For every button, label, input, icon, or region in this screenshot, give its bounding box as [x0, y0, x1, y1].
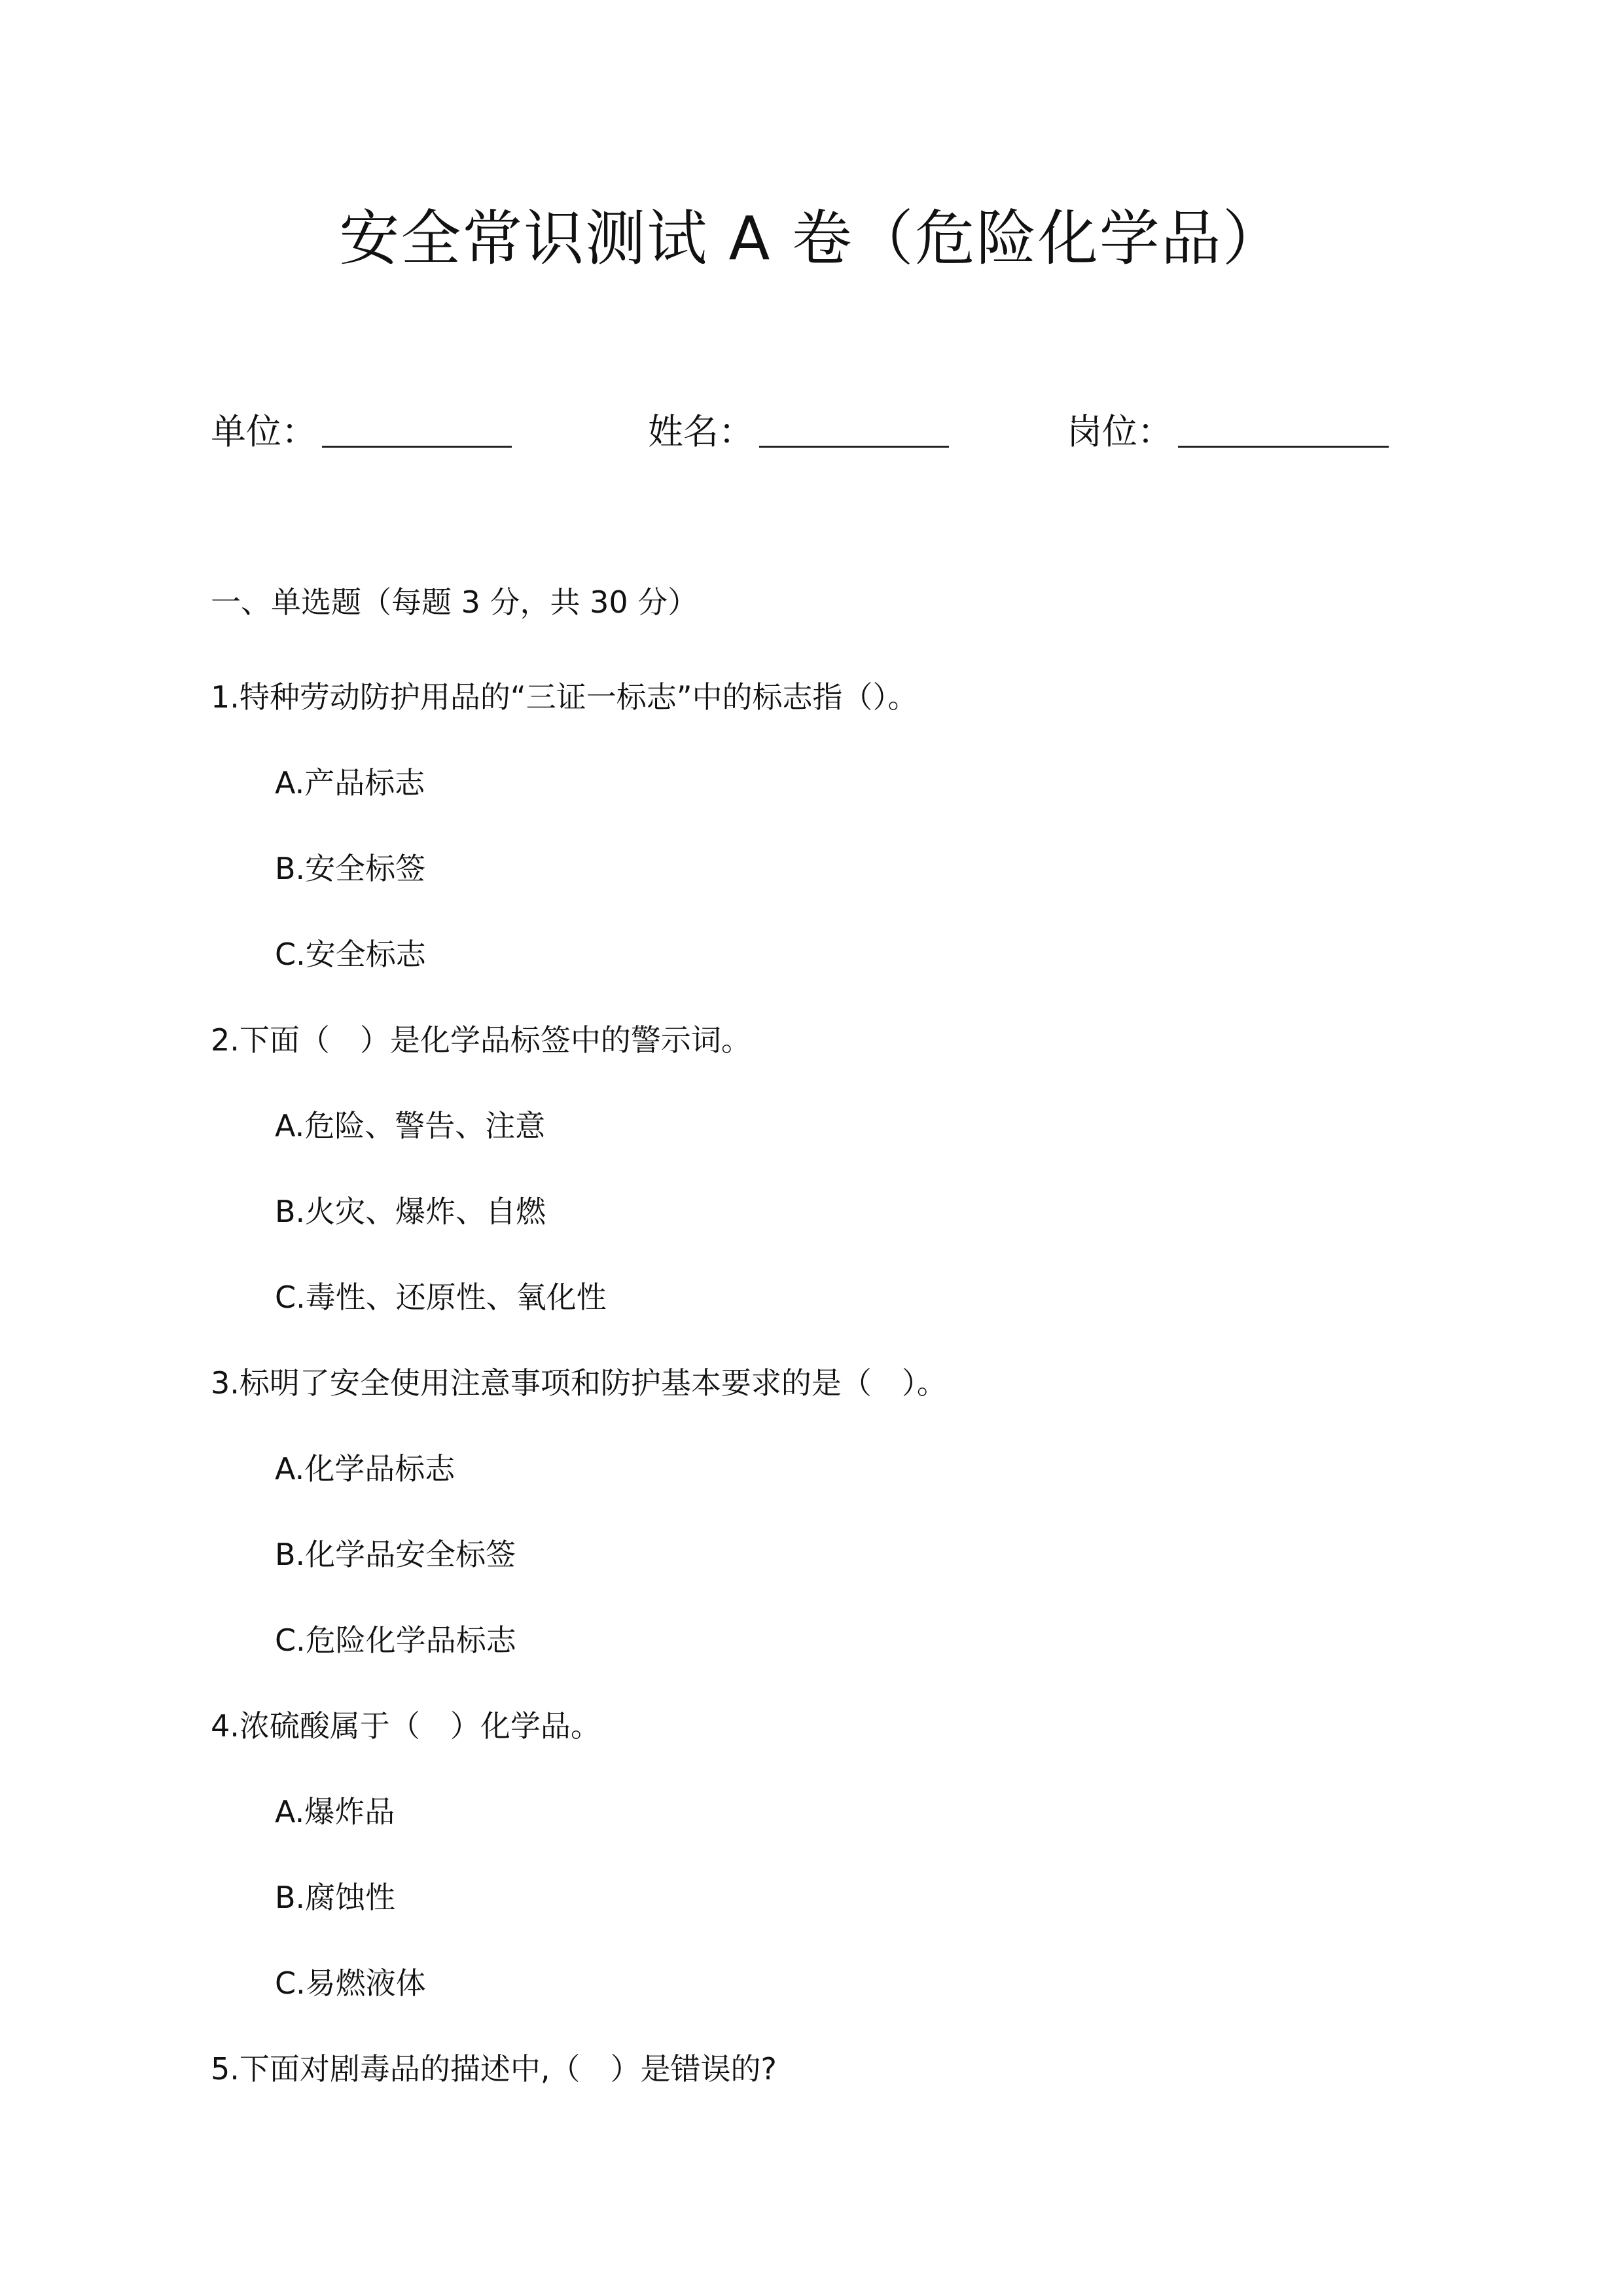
question-4-stem: 4.浓硫酸属于（ ）化学品。	[211, 1708, 601, 1744]
question-4-option-a: A.爆炸品	[275, 1794, 395, 1829]
unit-field	[211, 399, 512, 465]
question-list	[211, 661, 1454, 2119]
post-label: 岗位：	[1067, 411, 1173, 452]
name-label: 姓名：	[648, 411, 754, 452]
question-4-option-c: C.易燃液体	[275, 1965, 426, 2001]
question-3-option-a: A.化学品标志	[275, 1451, 455, 1486]
question-3-option-b: B.化学品安全标签	[275, 1537, 516, 1572]
question-2-stem: 2.下面（ ）是化学品标签中的警示词。	[211, 1022, 751, 1058]
unit-label: 单位：	[211, 411, 317, 452]
unit-blank-line	[322, 404, 512, 448]
name-blank-line	[759, 404, 949, 448]
question-2-option-a: A.危险、警告、注意	[275, 1108, 546, 1143]
page-title: 安全常识测试 A 卷（危险化学品）	[339, 204, 1284, 274]
post-field	[1067, 399, 1389, 465]
question-2-option-c: C.毒性、还原性、氧化性	[275, 1280, 607, 1315]
question-2-option-b: B.火灾、爆炸、自燃	[275, 1194, 546, 1229]
exam-info-row	[0, 399, 1623, 465]
question-3-option-c: C.危险化学品标志	[275, 1623, 516, 1658]
question-1-option-c: C.安全标志	[275, 937, 426, 972]
question-1-option-b: B.安全标签	[275, 851, 426, 886]
question-1-stem: 1.特种劳动防护用品的“三证一标志”中的标志指（）。	[211, 679, 918, 715]
question-3-stem: 3.标明了安全使用注意事项和防护基本要求的是（ ）。	[211, 1365, 947, 1401]
section-heading-single-choice: 一、单选题（每题 3 分，共 30 分）	[211, 584, 698, 620]
post-blank-line	[1178, 404, 1389, 448]
name-field	[648, 399, 949, 465]
question-5-stem: 5.下面对剧毒品的描述中,（ ）是错误的?	[211, 2051, 777, 2087]
question-4-option-b: B.腐蚀性	[275, 1880, 396, 1915]
question-1-option-a: A.产品标志	[275, 765, 425, 800]
